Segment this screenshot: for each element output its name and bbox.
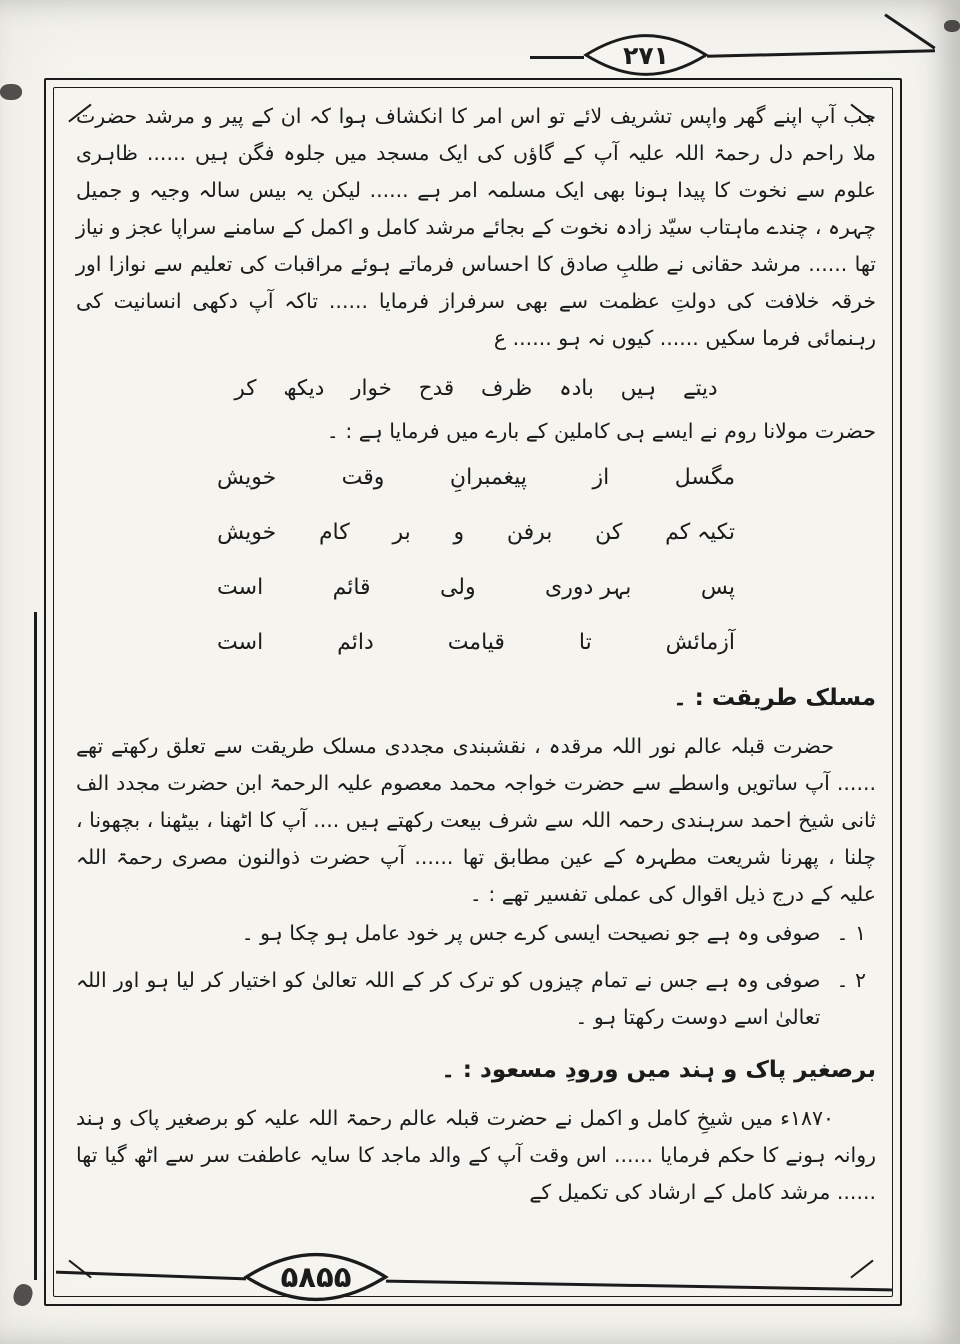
page-content [76, 98, 876, 1211]
poem-word: بہر دوری [545, 575, 632, 600]
poem-word: قیامت [447, 630, 505, 655]
poem-word: کن [595, 520, 623, 545]
poem-word: بر [392, 520, 411, 545]
poem-line-1 [217, 458, 735, 498]
poem-line-3 [217, 568, 735, 608]
list-item-text: صوفی وہ ہے جس نے تمام چیزوں کو ترک کر کے اللہ تعالیٰ کو اختیار کر لیا ہو اور اللہ تعالیٰ اسے دوست رکھتا ہو ۔ [76, 968, 821, 1029]
scan-artifact [0, 84, 22, 100]
verse-line: دیتے ہیں بادہ ظرف قدح خوار دیکھ کر [234, 376, 718, 401]
poem-word: از [592, 465, 610, 490]
poem-line-2 [217, 513, 735, 553]
rumi-intro-line: حضرت مولانا روم نے ایسے ہی کاملین کے بارے میں فرمایا ہے : ۔ [326, 419, 876, 443]
section-heading-wurood-masood: برصغیر پاک و ہند میں ورودِ مسعود : ۔ [441, 1057, 876, 1083]
list-item-number: ۱ ۔ [836, 921, 866, 945]
paragraph-intro: جب آپ اپنے گھر واپس تشریف لائے تو اس امر کا انکشاف ہوا کہ ان کے پیر و مرشد حضرت ملا راحم دل رحمۃ اللہ علیہ آپ کے گاؤں کی ایک مسجد میں جلوہ فگن ہیں ...... ظاہری علوم سے نخوت کا پیدا ہونا بھی ایک مسلمہ امر ہے ...... لیکن یہ بیس سالہ وجیہ و جمیل چہرہ ، چندے ماہتاب سیّد زادہ نخوت کے بجائے مرشد کامل و اکمل کے سامنے سراپا عجز و نیاز تھا ...... مرشد حقانی نے طلبِ صادق کا احساس فرماتے ہوئے مراقبات کی تعلیم سے نوازا اور خرقہ خلافت کی دولتِ عظمت سے بھی سرفراز فرمایا ...... تاکہ آپ دکھی انسانیت کی رہنمائی فرما سکیں ...... کیوں نہ ہو ...... ع [76, 104, 876, 350]
poem-word: است [217, 630, 264, 655]
ornament-tail-top-left [530, 56, 584, 59]
poem-word: ولی [439, 575, 476, 600]
poem-word: آزمائش [665, 630, 735, 655]
poem-word: برفن [506, 520, 553, 545]
scan-artifact [944, 20, 960, 32]
scan-artifact [11, 1282, 35, 1309]
ornament-tail-top-right [707, 49, 935, 57]
paragraph-maslak: حضرت قبلہ عالم نور اللہ مرقدہ ، نقشبندی مجددی مسلک طریقت سے تعلق رکھتے تھے ...... آپ ساتویں واسطے سے حضرت خواجہ محمد معصوم علیہ الرحمۃ ابن حضرت مجدد الف ثانی شیخ احمد سرہندی رحمہ اللہ سے شرف بیعت رکھتے ہیں .... آپ کا اٹھنا ، بیٹھنا ، بچھونا ، چلنا ، پھرنا شریعت مطہرہ کے عین مطابق تھا ...... آپ حضرت ذوالنون مصری رحمۃ اللہ علیہ کے درج ذیل اقوال کی عملی تفسیر تھے : ۔ [76, 734, 876, 906]
poem-word: دائم [337, 630, 374, 655]
list-item-text: صوفی وہ ہے جو نصیحت ایسی کرے جس پر خود عامل ہو چکا ہو ۔ [241, 921, 821, 945]
poem-word: پیغمبرانِ [449, 465, 528, 490]
poem-word: و [453, 520, 465, 545]
poem-word: تکیہ کم [665, 520, 735, 545]
poem-word: مگسل [674, 465, 735, 490]
page-number-ornament-bottom [243, 1250, 389, 1304]
poem-word: پس [700, 575, 735, 600]
poem-word: است [217, 575, 264, 600]
quotes-list [76, 915, 876, 1036]
poem-word: خویش [217, 520, 277, 545]
list-item-1 [76, 915, 866, 952]
page-number-top: ۲۷۱ [623, 40, 669, 70]
page-number-ornament-top [583, 32, 709, 78]
poem-word: وقت [341, 465, 385, 490]
poem-word: تا [578, 630, 592, 655]
list-item-2 [76, 962, 866, 1036]
poem-word: قائم [332, 575, 371, 600]
decorative-left-line [34, 612, 37, 1280]
poem-block [217, 458, 735, 663]
paragraph-wurood: ۱۸۷۰ء میں شیخِ کامل و اکمل نے حضرت قبلہ عالم رحمۃ اللہ علیہ کو برصغیر پاک و ہند روانہ ہونے کا حکم فرمایا ...... اس وقت آپ کے والد ماجد کا سایہ عاطفت سر سے اٹھ گیا تھا ...... مرشد کامل کے ارشاد کی تکمیل کے [76, 1106, 876, 1204]
ornament-tail-top-corner [884, 13, 935, 49]
poem-word: کام [318, 520, 350, 545]
poem-line-4 [217, 623, 735, 663]
page-number-bottom: ۵۸۵۵ [280, 1260, 352, 1294]
poem-word: خویش [217, 465, 277, 490]
section-heading-maslak-tariqat: مسلک طریقت : ۔ [673, 685, 876, 711]
list-item-number: ۲ ۔ [836, 968, 866, 992]
